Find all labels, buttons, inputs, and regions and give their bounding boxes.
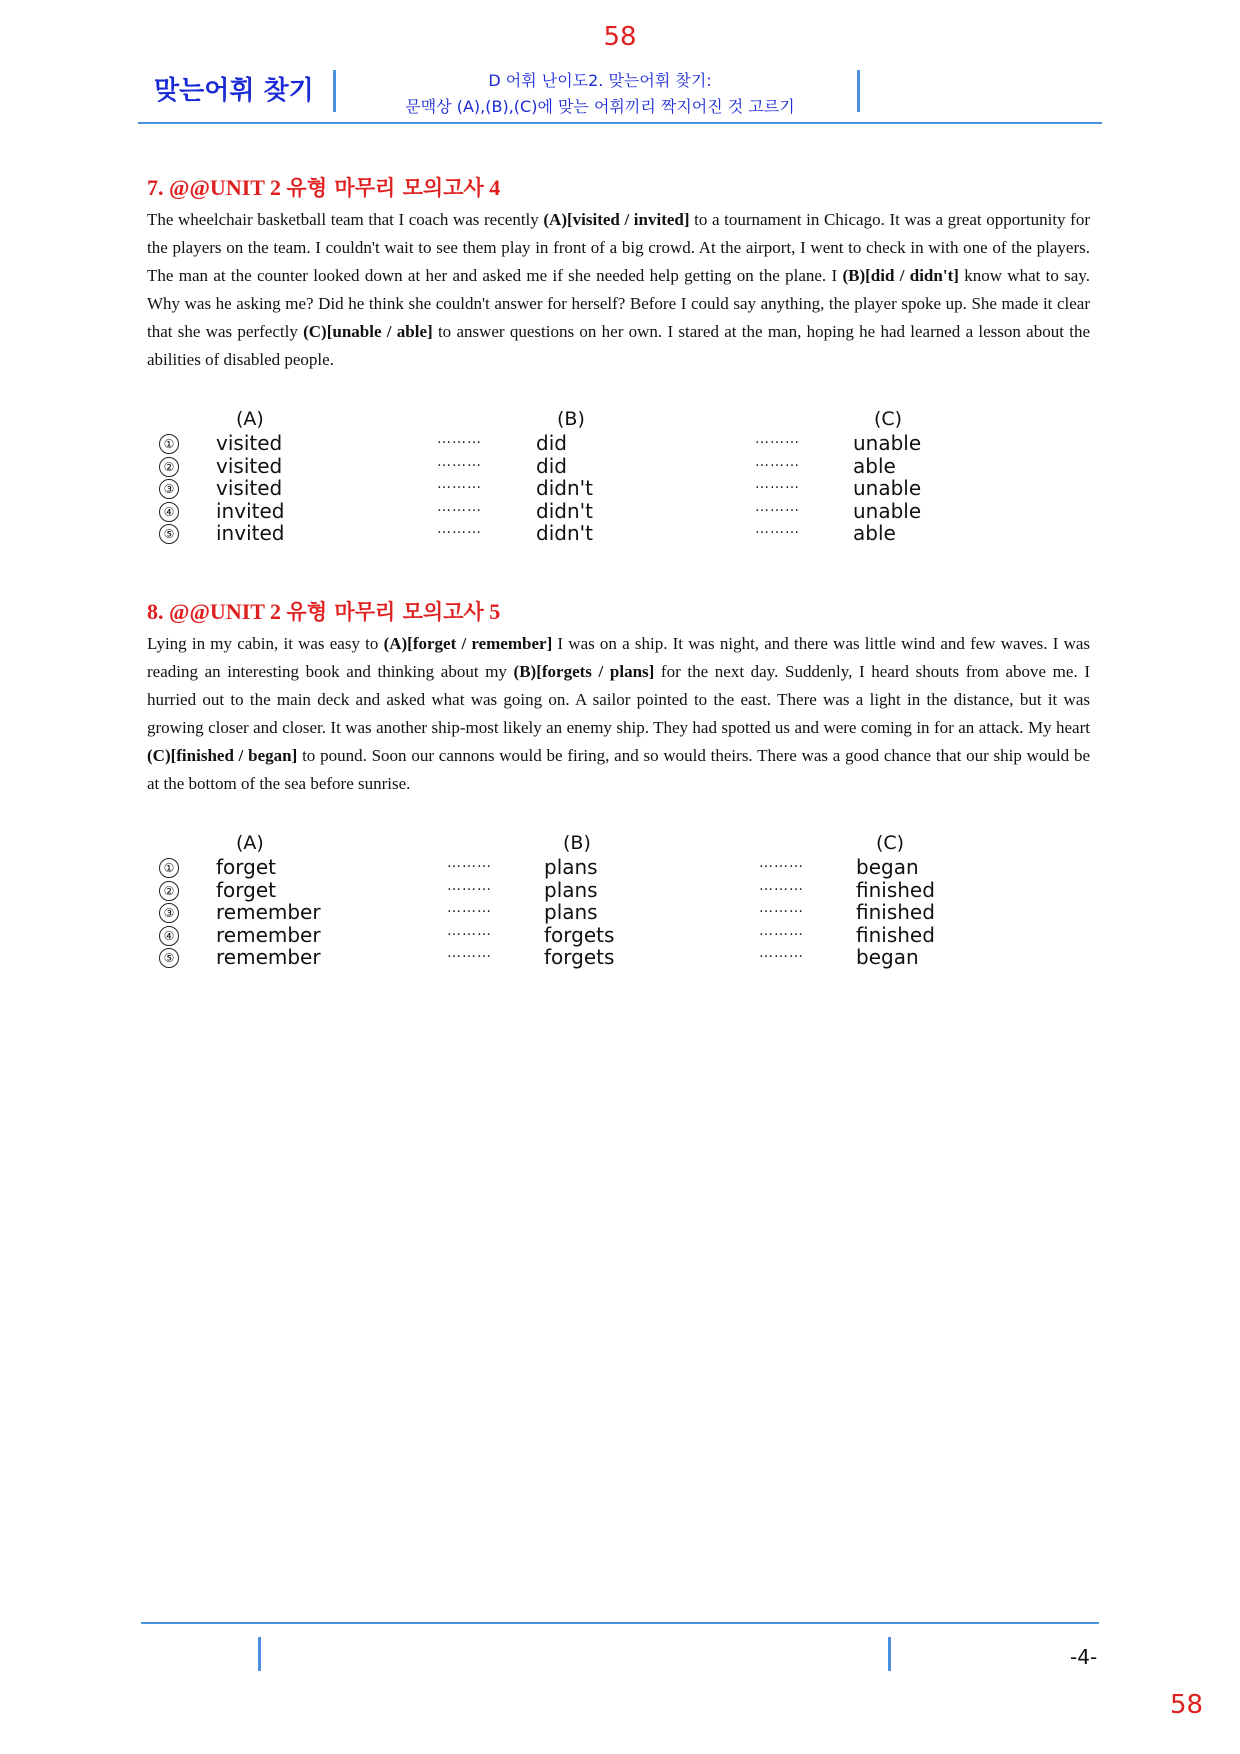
- option-dots-1: ………: [437, 476, 482, 493]
- option-mark: ⑤: [159, 524, 179, 544]
- footer-divider-left: [258, 1637, 261, 1671]
- option-dots-2: ………: [759, 900, 804, 917]
- header-divider-left: [333, 70, 336, 112]
- option-a: visited: [216, 453, 283, 478]
- option-mark: ①: [159, 858, 179, 878]
- option-b: plans: [544, 900, 598, 925]
- q8-col-b-header: (B): [563, 832, 591, 854]
- footer-page-number: -4-: [1070, 1645, 1098, 1669]
- question-7-passage: The wheelchair basketball team that I coach was recently (A)[visited / invited] to a tournament in Chicago. It was a great opportunity for the players on the team. I couldn't wait to see them play in front of a big crowd. At the airport, I went to check in with one of the players. The man at the counter looked down at her and asked me if she needed help getting on the plane. I (B)[did / didn't] know what to say. Why was he asking me? Did he think she couldn't answer for herself? Before I could say anything, the player spoke up. She made it clear that she was perfectly (C)[unable / able] to answer questions on her own. I stared at the man, hoping he had learned a lesson about the abilities of disabled people.: [147, 210, 1090, 369]
- option-mark: ③: [159, 903, 179, 923]
- question-7-title: [147, 172, 500, 202]
- header-rule: [138, 122, 1102, 124]
- question-8-title: [147, 596, 500, 626]
- question-title-number: 5: [489, 599, 501, 624]
- page-number-top: 58: [603, 22, 637, 52]
- option-c: finished: [856, 922, 935, 947]
- option-dots-2: ………: [755, 498, 800, 515]
- option-c: finished: [856, 877, 935, 902]
- option-b: did: [536, 453, 567, 478]
- option-mark: ⑤: [159, 948, 179, 968]
- option-a: forget: [216, 877, 276, 902]
- option-c: able: [853, 521, 896, 546]
- option-dots-2: ………: [755, 521, 800, 538]
- option-a: invited: [216, 521, 285, 546]
- q7-col-c-header: (C): [874, 408, 903, 430]
- option-a: invited: [216, 498, 285, 523]
- option-b: plans: [544, 877, 598, 902]
- option-dots-1: ………: [437, 453, 482, 470]
- option-mark: ①: [159, 434, 179, 454]
- option-mark: ③: [159, 479, 179, 499]
- q7-col-a-header: (A): [236, 408, 264, 430]
- q8-col-a-header: (A): [236, 832, 264, 854]
- option-a: visited: [216, 431, 283, 455]
- q8-col-c-header: (C): [876, 832, 905, 854]
- question-unit: @@UNIT 2: [169, 175, 282, 200]
- option-dots-1: ………: [447, 877, 492, 894]
- option-c: unable: [853, 498, 922, 523]
- header-divider-right: [857, 70, 860, 112]
- option-mark: ④: [159, 502, 179, 522]
- question-title-korean: 유형 마무리 모의고사: [286, 176, 484, 200]
- option-dots-2: ………: [759, 945, 804, 962]
- option-dots-1: ………: [437, 498, 482, 515]
- option-dots-1: ………: [437, 431, 482, 447]
- option-dots-1: ………: [437, 521, 482, 538]
- question-title-korean: 유형 마무리 모의고사: [286, 600, 484, 624]
- option-b: didn't: [536, 521, 593, 546]
- option-a: remember: [216, 900, 321, 925]
- option-b: plans: [544, 855, 598, 879]
- option-dots-1: ………: [447, 922, 492, 939]
- option-dots-2: ………: [759, 922, 804, 939]
- option-b: didn't: [536, 498, 593, 523]
- option-a: remember: [216, 922, 321, 947]
- header-subtitle-line1: D 어휘 난이도2. 맞는어휘 찾기:: [488, 71, 712, 90]
- option-c: able: [853, 453, 896, 478]
- header-title: 맞는어휘 찾기: [154, 76, 314, 106]
- option-dots-1: ………: [447, 900, 492, 917]
- option-c: began: [856, 855, 919, 879]
- option-dots-2: ………: [755, 476, 800, 493]
- option-b: didn't: [536, 476, 593, 501]
- question-unit: @@UNIT 2: [169, 599, 282, 624]
- option-c: began: [856, 945, 919, 970]
- option-b: forgets: [544, 922, 615, 947]
- option-mark: ④: [159, 926, 179, 946]
- question-number: 7.: [147, 175, 164, 200]
- option-c: finished: [856, 900, 935, 925]
- footer-divider-right: [888, 1637, 891, 1671]
- page-number-bottom: 58: [1170, 1690, 1204, 1720]
- option-c: unable: [853, 476, 922, 501]
- option-dots-1: ………: [447, 855, 492, 871]
- header-subtitle-line2: 문맥상 (A),(B),(C)에 맞는 어휘끼리 짝지어진 것 고르기: [405, 97, 795, 116]
- option-mark: ②: [159, 881, 179, 901]
- question-8-passage: Lying in my cabin, it was easy to (A)[forget / remember] I was on a ship. It was night, and there was little wind and few waves. I was reading an interesting book and thinking about my (B)[forgets / plans] for the next day. Suddenly, I heard shouts from above me. I hurried out to the main deck and asked what was going on. A sailor pointed to the east. There was a light in the distance, but it was growing closer and closer. It was another ship-most likely an enemy ship. They had spotted us and were coming in for an attack. My heart (C)[finished / began] to pound. Soon our cannons would be firing, and so would theirs. There was a good chance that our ship would be at the bottom of the sea before sunrise.: [147, 634, 1091, 793]
- option-dots-2: ………: [755, 431, 800, 447]
- option-mark: ②: [159, 457, 179, 477]
- q7-col-b-header: (B): [557, 408, 585, 430]
- option-b: forgets: [544, 945, 615, 970]
- option-a: forget: [216, 855, 276, 879]
- option-dots-2: ………: [759, 877, 804, 894]
- option-dots-2: ………: [759, 855, 804, 871]
- option-dots-2: ………: [755, 453, 800, 470]
- option-a: remember: [216, 945, 321, 970]
- question-number: 8.: [147, 599, 164, 624]
- option-dots-1: ………: [447, 945, 492, 962]
- option-b: did: [536, 431, 567, 455]
- footer-rule: [141, 1622, 1099, 1624]
- question-title-number: 4: [489, 175, 501, 200]
- option-a: visited: [216, 476, 283, 501]
- option-c: unable: [853, 431, 922, 455]
